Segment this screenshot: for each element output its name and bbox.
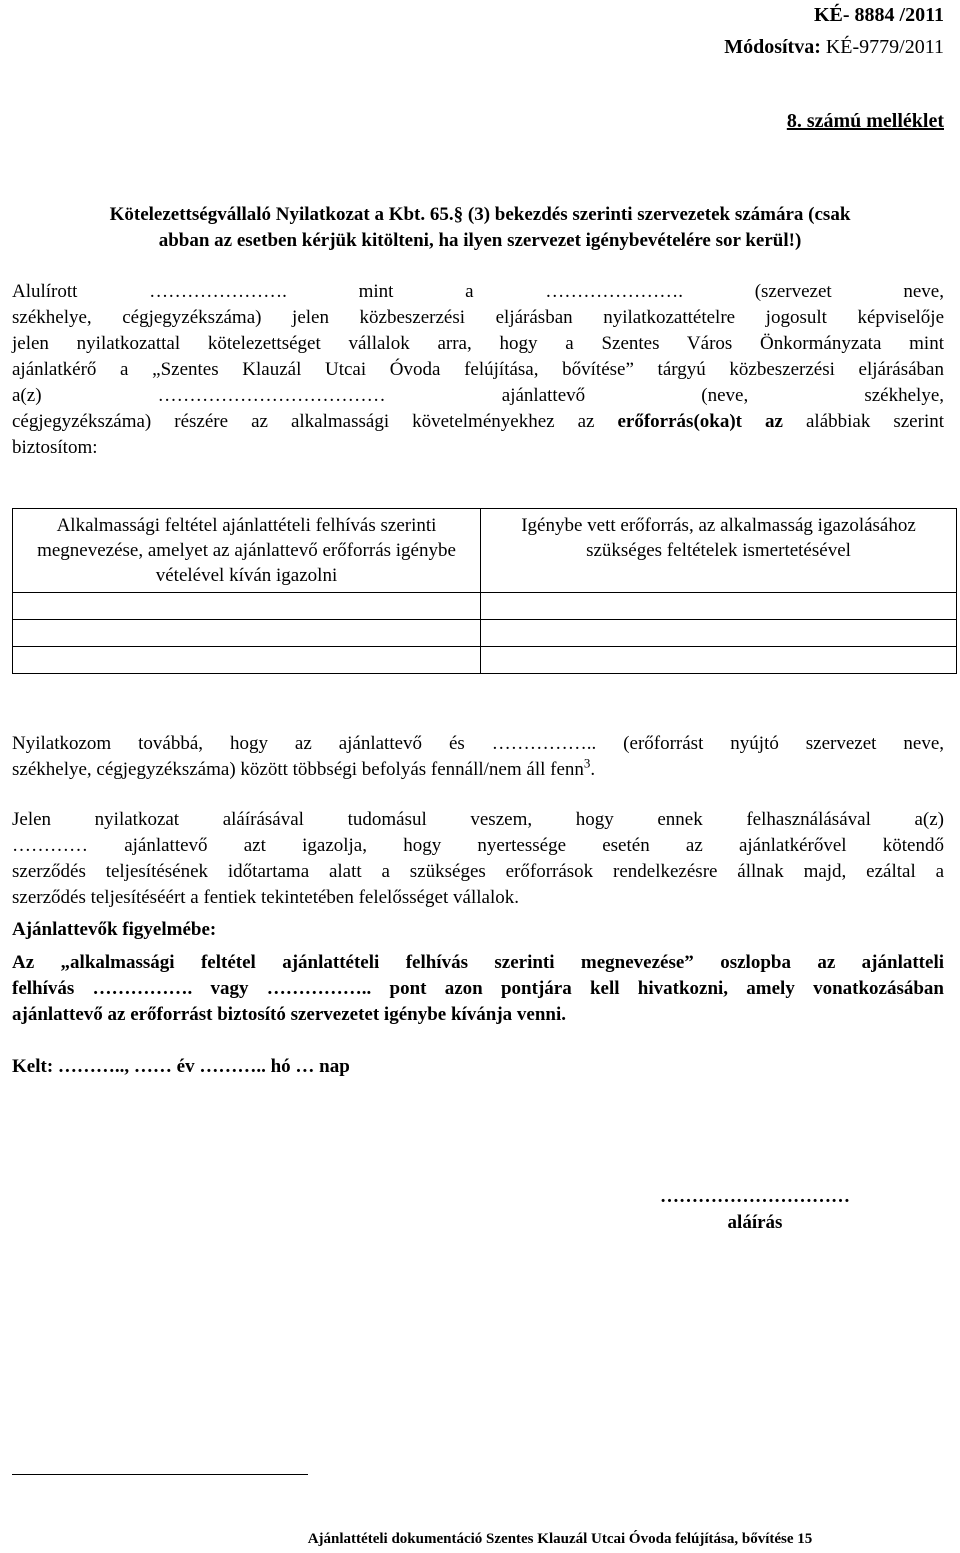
declaration-line-2-end: . (590, 759, 596, 780)
declaration-line-2 (12, 757, 944, 783)
signature-block (590, 1184, 920, 1236)
annex-label: 8. számú melléklet (786, 110, 944, 132)
acknowledgement-line-3: szerződés teljesítésének időtartama alatt a szükséges erőforrások rendelkezésre állnak majd, ezáltal a (12, 861, 944, 882)
intro-line-7: biztosítom: (12, 437, 98, 458)
intro-line-5: a(z) ……………………………… ajánlattevő (neve, székhelye, (12, 385, 944, 406)
table-cell-empty[interactable] (13, 593, 481, 620)
intro-line-6-bold: erőforrás(oka)t az (617, 411, 783, 432)
resource-table (12, 508, 957, 674)
intro-line-3: jelen nyilatkozattal kötelezettséget vállalok arra, hogy a Szentes Város Önkormányzata mint (12, 333, 944, 354)
table-row (13, 647, 957, 674)
table-header-col-1: Alkalmassági feltétel ajánlattételi felhívás szerinti megnevezése, amelyet az ajánlattevő erőforrás igénybe vételével kíván igazolni (13, 509, 481, 593)
signature-label: aláírás (727, 1212, 783, 1233)
acknowledgement-paragraph (12, 807, 944, 911)
declaration-line-1: Nyilatkozom továbbá, hogy az ajánlattevő és …………….. (erőforrást nyújtó szervezet neve, (12, 733, 944, 754)
table-cell-empty[interactable] (481, 593, 957, 620)
intro-line-6-c: alábbiak szerint (782, 411, 945, 432)
intro-paragraph (12, 279, 944, 461)
table-row (13, 620, 957, 647)
title-line-1: Kötelezettségvállaló Nyilatkozat a Kbt. 65.§ (3) bekezdés szerinti szervezetek számára (csak (109, 204, 851, 225)
notice-line-1: Az „alkalmassági feltétel ajánlattételi felhívás szerinti megnevezése” oszlopba az ajánlatteli (12, 952, 944, 973)
intro-line-6-a: cégjegyzékszáma) részére az alkalmassági követelményekhez az (12, 411, 618, 432)
intro-line-2: székhelye, cégjegyzékszáma) jelen közbeszerzési eljárásban nyilatkozattételre jogosult képviselője (12, 307, 944, 328)
declaration-line-2-text: székhelye, cégjegyzékszáma) között többségi befolyás fennáll/nem áll fenn (12, 759, 584, 780)
table-header-col-2: Igénybe vett erőforrás, az alkalmasság igazolásához szükséges feltételek ismertetésével (481, 509, 957, 593)
table-cell-empty[interactable] (481, 647, 957, 674)
notice-line-2: felhívás ……………. vagy …………….. pont azon pontjára kell hivatkozni, amely vonatkozásában (12, 978, 944, 999)
acknowledgement-line-2: ………… ajánlattevő azt igazolja, hogy nyertessége esetén az ajánlatkérővel kötendő (12, 835, 944, 856)
footnote-reference[interactable]: 3 (583, 755, 591, 771)
acknowledgement-line-4: szerződés teljesítéséért a fentiek tekintetében felelősséget vállalok. (12, 887, 519, 908)
table-header-row (13, 509, 957, 593)
signature-dots: ………………………… (660, 1186, 850, 1207)
page-footer: Ajánlattételi dokumentáció Szentes Klauzál Utcai Óvoda felújítása, bővítése 15 (307, 1531, 813, 1547)
table-cell-empty[interactable] (13, 620, 481, 647)
modified-value: KÉ-9779/2011 (825, 36, 944, 58)
notice-heading: Ajánlattevők figyelmébe: (12, 919, 217, 940)
declaration-paragraph (12, 731, 944, 783)
date-line: Kelt: ……….., …… év ……….. hó … nap (12, 1056, 350, 1077)
intro-line-6 (12, 409, 944, 435)
acknowledgement-line-1: Jelen nyilatkozat aláírásával tudomásul veszem, hogy ennek felhasználásával a(z) (12, 809, 944, 830)
footnote-separator (12, 1474, 308, 1475)
table-cell-empty[interactable] (13, 647, 481, 674)
document-reference: KÉ- 8884 /2011 (813, 4, 944, 26)
title-line-2: abban az esetben kérjük kitölteni, ha ilyen szervezet igénybevételére sor kerül!) (158, 230, 802, 251)
modification-reference (724, 36, 944, 59)
notice-line-3: ajánlattevő az erőforrást biztosító szervezetet igénybe kívánja venni. (12, 1004, 567, 1025)
intro-line-4: ajánlatkérő a „Szentes Klauzál Utcai Óvoda felújítása, bővítése” tárgyú közbeszerzési eljárásában (12, 359, 944, 380)
notice-paragraph (12, 950, 944, 1028)
table-cell-empty[interactable] (481, 620, 957, 647)
table-row (13, 593, 957, 620)
modified-label: Módosítva: (724, 36, 826, 58)
document-title (0, 202, 960, 254)
intro-line-1: Alulírott …………………. mint a …………………. (szervezet neve, (12, 281, 944, 302)
